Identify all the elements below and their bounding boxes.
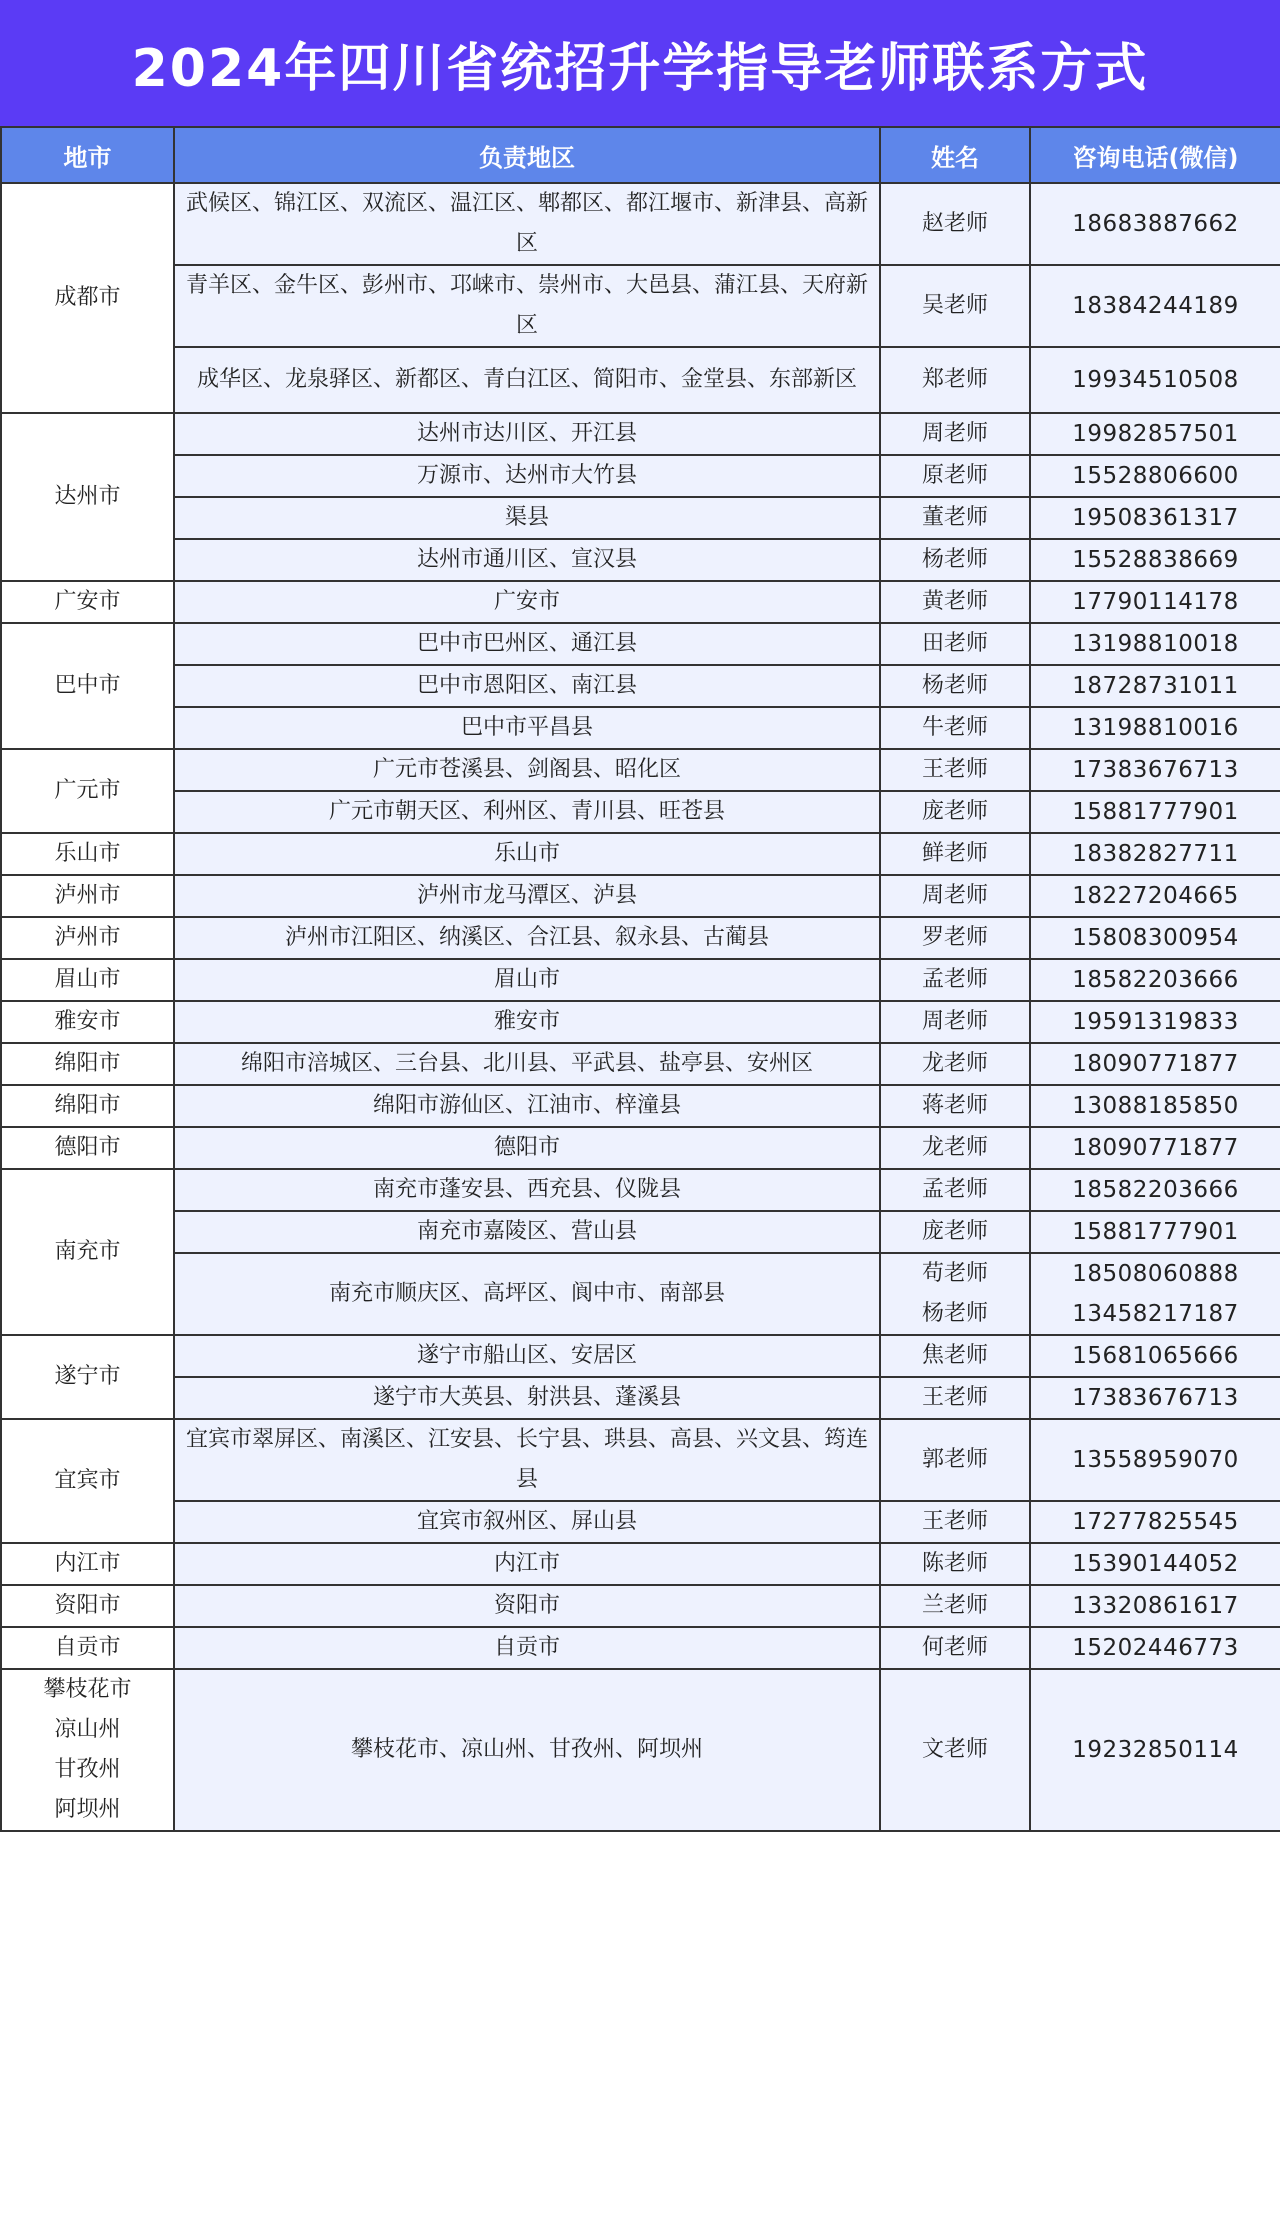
name-cell: 赵老师	[880, 183, 1030, 265]
phone-cell: 18582203666	[1030, 1169, 1280, 1211]
name-cell: 周老师	[880, 875, 1030, 917]
city-cell: 眉山市	[1, 959, 174, 1001]
name-cell: 黄老师	[880, 581, 1030, 623]
phone-cell: 17383676713	[1030, 749, 1280, 791]
table-row	[1, 623, 1280, 665]
city-cell-line: 甘孜州	[54, 1757, 121, 1782]
name-cell: 王老师	[880, 1377, 1030, 1419]
name-cell: 何老师	[880, 1627, 1030, 1669]
name-cell: 孟老师	[880, 959, 1030, 1001]
header-area: 负责地区	[174, 127, 880, 183]
name-cell: 杨老师	[880, 665, 1030, 707]
area-cell: 泸州市江阳区、纳溪区、合江县、叙永县、古蔺县	[174, 917, 880, 959]
city-cell: 雅安市	[1, 1001, 174, 1043]
contact-table	[0, 126, 1280, 1832]
header-name: 姓名	[880, 127, 1030, 183]
name-cell: 田老师	[880, 623, 1030, 665]
phone-cell-line: 18508060888	[1072, 1261, 1239, 1287]
city-cell: 遂宁市	[1, 1335, 174, 1419]
table-row	[1, 707, 1280, 749]
table-row	[1, 1585, 1280, 1627]
name-cell: 董老师	[880, 497, 1030, 539]
city-cell: 成都市	[1, 183, 174, 413]
phone-cell: 19591319833	[1030, 1001, 1280, 1043]
area-cell: 成华区、龙泉驿区、新都区、青白江区、简阳市、金堂县、东部新区	[174, 347, 880, 413]
table-row	[1, 917, 1280, 959]
phone-cell: 19508361317	[1030, 497, 1280, 539]
phone-cell	[1030, 1253, 1280, 1335]
phone-cell-line: 13458217187	[1072, 1301, 1239, 1327]
phone-cell: 18090771877	[1030, 1127, 1280, 1169]
city-cell: 自贡市	[1, 1627, 174, 1669]
phone-cell: 18582203666	[1030, 959, 1280, 1001]
table-row	[1, 183, 1280, 265]
area-cell: 武候区、锦江区、双流区、温江区、郫都区、都江堰市、新津县、高新区	[174, 183, 880, 265]
area-cell: 德阳市	[174, 1127, 880, 1169]
table-body	[1, 183, 1280, 1831]
phone-cell: 13320861617	[1030, 1585, 1280, 1627]
table-row	[1, 1253, 1280, 1335]
name-cell: 龙老师	[880, 1043, 1030, 1085]
city-cell: 达州市	[1, 413, 174, 581]
phone-cell: 15528806600	[1030, 455, 1280, 497]
name-cell: 王老师	[880, 1501, 1030, 1543]
area-cell: 眉山市	[174, 959, 880, 1001]
phone-cell: 13198810016	[1030, 707, 1280, 749]
phone-cell: 18384244189	[1030, 265, 1280, 347]
table-row	[1, 455, 1280, 497]
phone-cell: 13088185850	[1030, 1085, 1280, 1127]
table-row	[1, 959, 1280, 1001]
title-banner	[0, 0, 1280, 126]
city-cell: 内江市	[1, 1543, 174, 1585]
area-cell: 绵阳市游仙区、江油市、梓潼县	[174, 1085, 880, 1127]
city-cell: 广安市	[1, 581, 174, 623]
area-cell: 乐山市	[174, 833, 880, 875]
area-cell: 南充市顺庆区、高坪区、阆中市、南部县	[174, 1253, 880, 1335]
city-cell: 乐山市	[1, 833, 174, 875]
area-cell: 渠县	[174, 497, 880, 539]
city-cell: 泸州市	[1, 917, 174, 959]
header-phone: 咨询电话(微信)	[1030, 127, 1280, 183]
city-cell: 南充市	[1, 1169, 174, 1335]
table-row	[1, 833, 1280, 875]
phone-cell: 15202446773	[1030, 1627, 1280, 1669]
city-cell: 绵阳市	[1, 1085, 174, 1127]
area-cell: 广元市苍溪县、剑阁县、昭化区	[174, 749, 880, 791]
phone-cell: 15808300954	[1030, 917, 1280, 959]
area-cell: 雅安市	[174, 1001, 880, 1043]
area-cell: 南充市蓬安县、西充县、仪陇县	[174, 1169, 880, 1211]
name-cell: 郑老师	[880, 347, 1030, 413]
phone-cell: 13198810018	[1030, 623, 1280, 665]
phone-cell: 17277825545	[1030, 1501, 1280, 1543]
name-cell: 周老师	[880, 413, 1030, 455]
area-cell: 遂宁市船山区、安居区	[174, 1335, 880, 1377]
table-row	[1, 1127, 1280, 1169]
area-cell: 广安市	[174, 581, 880, 623]
name-cell: 龙老师	[880, 1127, 1030, 1169]
name-cell: 蒋老师	[880, 1085, 1030, 1127]
phone-cell: 15881777901	[1030, 1211, 1280, 1253]
name-cell: 杨老师	[880, 539, 1030, 581]
name-cell: 庞老师	[880, 1211, 1030, 1253]
table-header-row	[1, 127, 1280, 183]
area-cell: 达州市达川区、开江县	[174, 413, 880, 455]
phone-cell: 15390144052	[1030, 1543, 1280, 1585]
phone-cell: 18683887662	[1030, 183, 1280, 265]
phone-cell: 17790114178	[1030, 581, 1280, 623]
table-row	[1, 875, 1280, 917]
page-title: 2024年四川省统招升学指导老师联系方式	[131, 38, 1149, 99]
table-row	[1, 497, 1280, 539]
table-row	[1, 749, 1280, 791]
phone-cell: 18728731011	[1030, 665, 1280, 707]
area-cell: 遂宁市大英县、射洪县、蓬溪县	[174, 1377, 880, 1419]
table-row	[1, 413, 1280, 455]
city-cell-line: 凉山州	[54, 1717, 121, 1742]
table-row	[1, 1543, 1280, 1585]
phone-cell: 19232850114	[1030, 1669, 1280, 1831]
area-cell: 青羊区、金牛区、彭州市、邛崃市、崇州市、大邑县、蒲江县、天府新区	[174, 265, 880, 347]
phone-cell: 19982857501	[1030, 413, 1280, 455]
area-cell: 宜宾市翠屏区、南溪区、江安县、长宁县、珙县、高县、兴文县、筠连县	[174, 1419, 880, 1501]
table-row	[1, 1085, 1280, 1127]
city-cell-line: 攀枝花市	[43, 1677, 132, 1702]
area-cell: 泸州市龙马潭区、泸县	[174, 875, 880, 917]
city-cell: 资阳市	[1, 1585, 174, 1627]
city-cell: 巴中市	[1, 623, 174, 749]
area-cell: 内江市	[174, 1543, 880, 1585]
city-cell-line: 阿坝州	[54, 1797, 121, 1822]
table-row	[1, 539, 1280, 581]
city-cell: 广元市	[1, 749, 174, 833]
name-cell: 周老师	[880, 1001, 1030, 1043]
area-cell: 巴中市恩阳区、南江县	[174, 665, 880, 707]
table-row	[1, 1335, 1280, 1377]
phone-cell: 18382827711	[1030, 833, 1280, 875]
city-cell: 泸州市	[1, 875, 174, 917]
name-cell-line: 杨老师	[921, 1301, 988, 1326]
phone-cell: 18227204665	[1030, 875, 1280, 917]
name-cell: 陈老师	[880, 1543, 1030, 1585]
name-cell: 吴老师	[880, 265, 1030, 347]
area-cell: 广元市朝天区、利州区、青川县、旺苍县	[174, 791, 880, 833]
name-cell: 兰老师	[880, 1585, 1030, 1627]
table-row	[1, 1669, 1280, 1831]
table-row	[1, 1001, 1280, 1043]
area-cell: 自贡市	[174, 1627, 880, 1669]
phone-cell: 18090771877	[1030, 1043, 1280, 1085]
name-cell: 王老师	[880, 749, 1030, 791]
area-cell: 资阳市	[174, 1585, 880, 1627]
name-cell: 庞老师	[880, 791, 1030, 833]
name-cell: 鲜老师	[880, 833, 1030, 875]
name-cell: 罗老师	[880, 917, 1030, 959]
phone-cell: 15528838669	[1030, 539, 1280, 581]
table-row	[1, 1169, 1280, 1211]
table-row	[1, 1501, 1280, 1543]
table-row	[1, 1627, 1280, 1669]
area-cell: 南充市嘉陵区、营山县	[174, 1211, 880, 1253]
area-cell: 巴中市巴州区、通江县	[174, 623, 880, 665]
table-row	[1, 665, 1280, 707]
name-cell	[880, 1253, 1030, 1335]
area-cell: 巴中市平昌县	[174, 707, 880, 749]
table-row	[1, 1419, 1280, 1501]
table-row	[1, 791, 1280, 833]
city-cell	[1, 1669, 174, 1831]
phone-cell: 15881777901	[1030, 791, 1280, 833]
city-cell: 德阳市	[1, 1127, 174, 1169]
phone-cell: 19934510508	[1030, 347, 1280, 413]
name-cell: 郭老师	[880, 1419, 1030, 1501]
area-cell: 宜宾市叙州区、屏山县	[174, 1501, 880, 1543]
table-row	[1, 347, 1280, 413]
area-cell: 绵阳市涪城区、三台县、北川县、平武县、盐亭县、安州区	[174, 1043, 880, 1085]
name-cell: 孟老师	[880, 1169, 1030, 1211]
phone-cell: 13558959070	[1030, 1419, 1280, 1501]
phone-cell: 17383676713	[1030, 1377, 1280, 1419]
name-cell: 焦老师	[880, 1335, 1030, 1377]
area-cell: 万源市、达州市大竹县	[174, 455, 880, 497]
name-cell: 牛老师	[880, 707, 1030, 749]
area-cell: 攀枝花市、凉山州、甘孜州、阿坝州	[174, 1669, 880, 1831]
table-row	[1, 1043, 1280, 1085]
phone-cell: 15681065666	[1030, 1335, 1280, 1377]
name-cell-line: 苟老师	[921, 1261, 988, 1286]
table-row	[1, 1377, 1280, 1419]
city-cell: 绵阳市	[1, 1043, 174, 1085]
name-cell: 原老师	[880, 455, 1030, 497]
header-city: 地市	[1, 127, 174, 183]
area-cell: 达州市通川区、宣汉县	[174, 539, 880, 581]
city-cell: 宜宾市	[1, 1419, 174, 1543]
table-row	[1, 1211, 1280, 1253]
table-row	[1, 265, 1280, 347]
table-row	[1, 581, 1280, 623]
name-cell: 文老师	[880, 1669, 1030, 1831]
